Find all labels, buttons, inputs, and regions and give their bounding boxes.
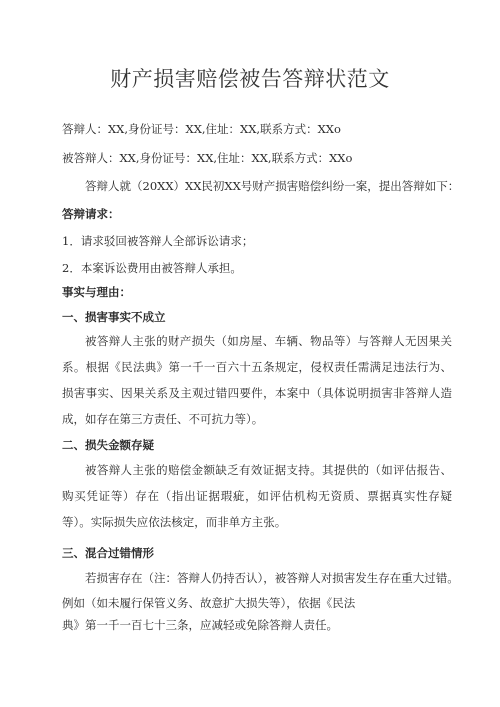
- section-1-heading: 一、损害事实不成立: [62, 310, 166, 324]
- section-2-heading: 二、损失金额存疑: [62, 438, 154, 452]
- section-3-line-2: 例如（如未履行保管义务、故意扩大损失等），依据《民法: [62, 596, 356, 610]
- facts-heading: 事实与理由：: [62, 285, 131, 299]
- section-1-body: 被答辩人主张的财产损失（如房屋、车辆、物品等）与答辩人无因果关系。根据《民法典》第一千一百六十五条规定，侵权责任需满足违法行为、损害事实、因果关系及主观过错四要件，本案中（具体说明损害非答辩人造成，如存在第三方责任、不可抗力等）。: [62, 334, 452, 426]
- respondent-info: 被答辩人：XX,身份证号：XX,住址：XX,联系方式：XXo: [62, 151, 353, 165]
- intro-text: 答辩人就（20XX）XX民初XX号财产损害赔偿纠纷一案，提出答辩如下：: [85, 179, 460, 193]
- defendant-info: 答辩人：XX,身份证号：XX,住址：XX,联系方式：XXo: [62, 122, 341, 136]
- section-3-line-3: 典》第一千一百七十三条，应减轻或免除答辩人责任。: [62, 618, 338, 632]
- requests-heading: 答辩请求：: [62, 207, 120, 221]
- section-2-body: 被答辩人主张的赔偿金额缺乏有效证据支持。其提供的（如评估报告、购买凭证等）存在（指出证据瑕疵，如评估机构无资质、票据真实性存疑等）。实际损失应依法核定，而非单方主张。: [62, 463, 452, 529]
- section-3-heading: 三、混合过错情形: [62, 546, 154, 560]
- request-item-2: 2．本案诉讼费用由被答辩人承担。: [62, 261, 242, 275]
- document-title: 财产损害赔偿被告答辩状范文: [110, 67, 390, 91]
- section-3-line-1: 若损害存在（注：答辩人仍持否认），被答辩人对损害发生存在重大过错。: [85, 571, 459, 585]
- request-item-1: 1．请求驳回被答辩人全部诉讼请求；: [62, 234, 254, 248]
